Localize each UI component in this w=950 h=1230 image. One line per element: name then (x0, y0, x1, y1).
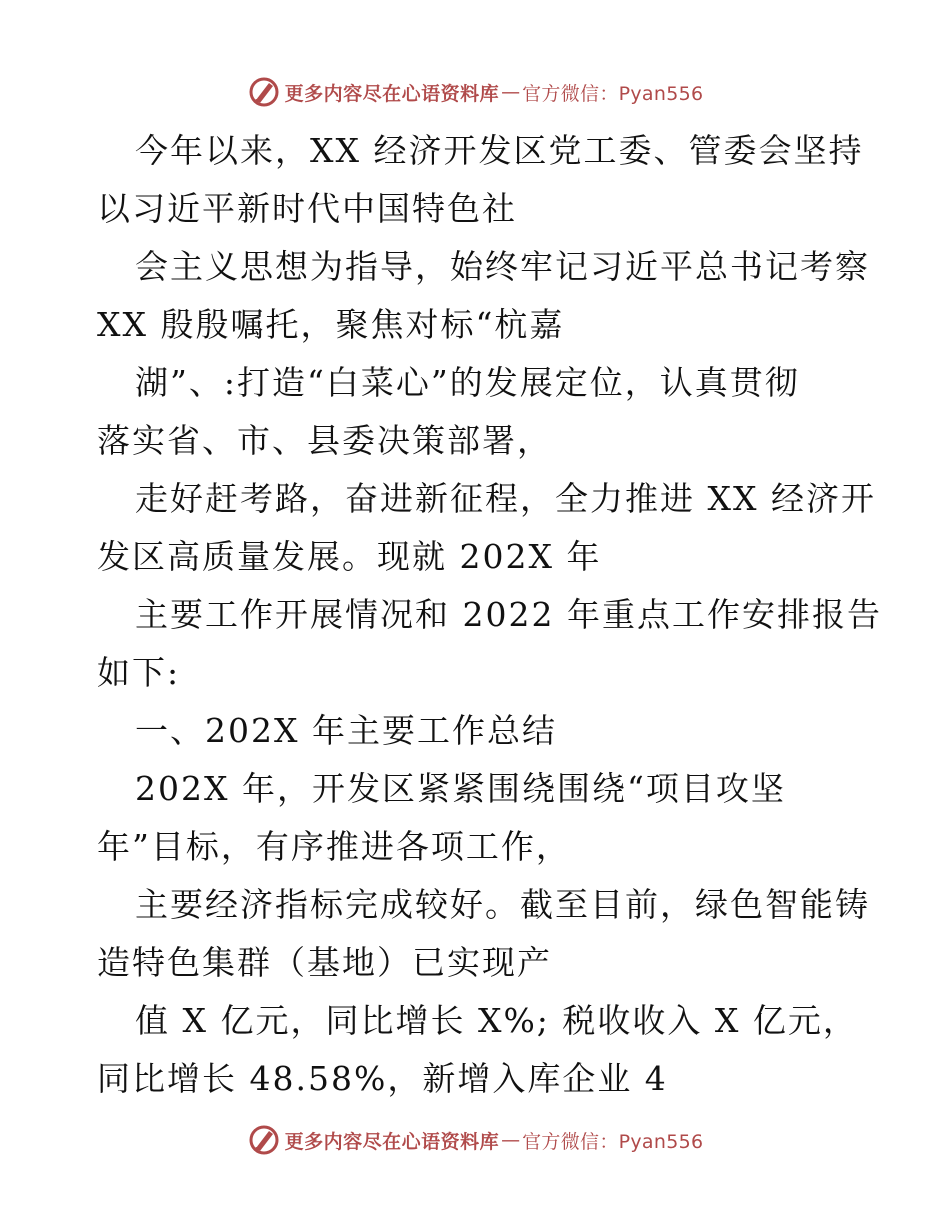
watermark-suffix: 官方微信：Pyan556 (522, 82, 704, 105)
text-line-17: 同比增长 48.58%，新增入库企业 4 (97, 1059, 668, 1098)
footer-watermark (0, 1120, 950, 1160)
text-line-8: 发区高质量发展。现就 202X 年 (97, 537, 602, 576)
pen-circle-logo-icon (247, 75, 281, 109)
watermark-text: 更多内容尽在心语资料库 (284, 1130, 500, 1153)
text-line-2: 以习近平新时代中国特色社 (97, 189, 517, 228)
text-line-16: 值 X 亿元，同比增长 X%; 税收收入 X 亿元， (135, 1001, 858, 1040)
section-heading: 一、202X 年主要工作总结 (135, 711, 557, 750)
text-line-1: 今年以来，XX 经济开发区党工委、管委会坚持 (135, 131, 864, 170)
text-line-5: 湖”、:打造“白菜心”的发展定位，认真贯彻 (135, 363, 800, 402)
text-line-7: 走好赶考路，奋进新征程，全力推进 XX 经济开 (135, 479, 876, 518)
watermark-dash: — (501, 81, 521, 103)
text-line-10: 如下: (97, 653, 181, 692)
text-line-6: 落实省、市、县委决策部署， (97, 421, 552, 460)
pen-circle-logo-icon (247, 1123, 281, 1157)
text-line-4: XX 殷殷嘱托，聚焦对标“杭嘉 (97, 305, 565, 344)
document-body (97, 122, 882, 1108)
watermark-suffix: 官方微信：Pyan556 (522, 1130, 704, 1153)
text-line-15: 造特色集群（基地）已实现产 (97, 943, 552, 982)
text-line-12: 202X 年，开发区紧紧围绕围绕“项目攻坚 (135, 769, 786, 808)
header-watermark (0, 72, 950, 112)
text-line-9: 主要工作开展情况和 2022 年重点工作安排报告 (135, 595, 882, 634)
watermark-text: 更多内容尽在心语资料库 (284, 82, 500, 105)
text-line-3: 会主义思想为指导，始终牢记习近平总书记考察 (135, 247, 870, 286)
text-line-14: 主要经济指标完成较好。截至目前，绿色智能铸 (135, 885, 870, 924)
watermark-dash: — (501, 1129, 521, 1151)
text-line-13: 年”目标，有序推进各项工作， (97, 827, 571, 866)
